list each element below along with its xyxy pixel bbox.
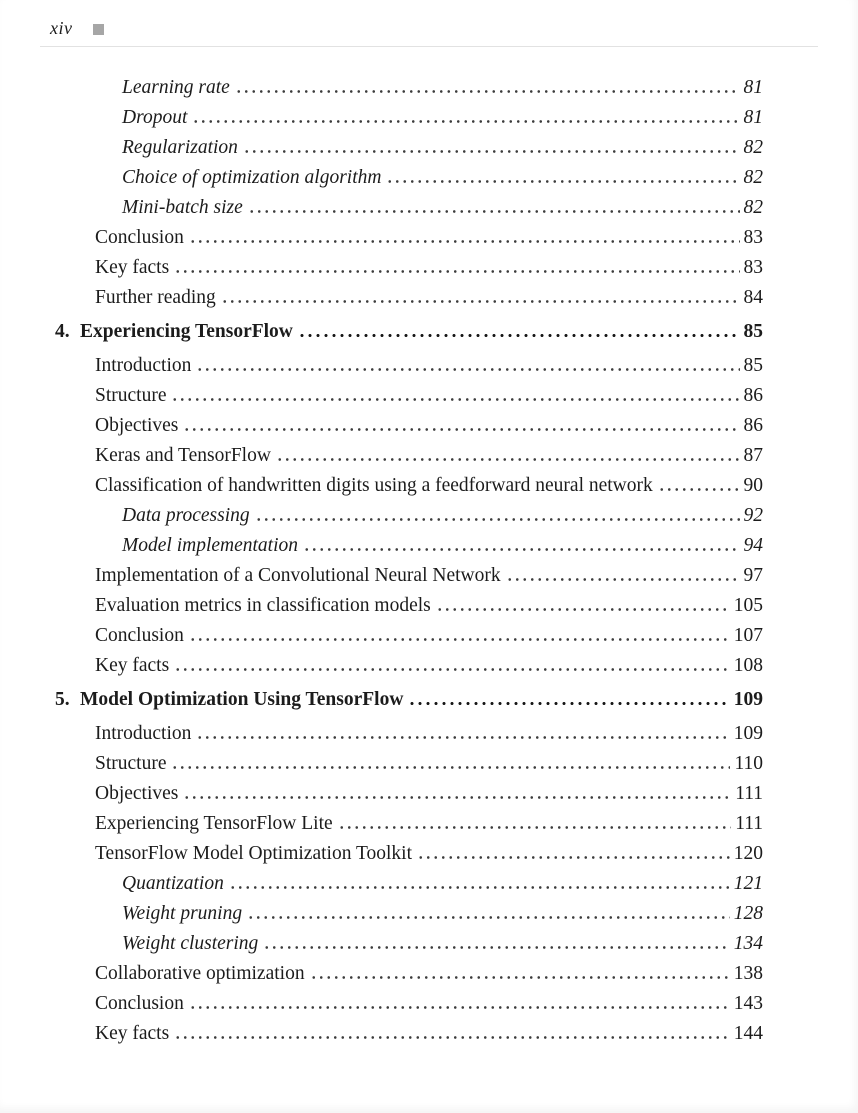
toc-entry: [95, 287, 763, 308]
toc-entry-page: 84: [743, 287, 763, 308]
dot-leader: [196, 736, 729, 739]
toc-entry-page: 111: [735, 813, 763, 834]
toc-entry: [95, 475, 763, 496]
dot-leader: [235, 90, 740, 93]
toc-entry-label: Introduction: [95, 355, 192, 376]
toc-entry: [95, 415, 763, 436]
toc-entry: [95, 227, 763, 248]
dot-leader: [248, 210, 740, 213]
dot-leader: [417, 856, 730, 859]
toc-list: [0, 47, 858, 1044]
dot-leader: [386, 180, 739, 183]
toc-entry-label: Choice of optimization algorithm: [122, 167, 382, 188]
toc-entry-page: 121: [733, 873, 763, 894]
toc-entry-label: Experiencing TensorFlow: [80, 321, 293, 342]
toc-entry: [122, 873, 763, 894]
toc-entry: [122, 505, 763, 526]
toc-entry-label: Weight clustering: [122, 933, 259, 954]
toc-entry-page: 82: [743, 167, 763, 188]
dot-leader: [298, 334, 740, 337]
toc-entry-page: 86: [743, 385, 763, 406]
dot-leader: [171, 398, 739, 401]
toc-entry-label: Regularization: [122, 137, 238, 158]
toc-entry-label: Classification of handwritten digits using a feedforward neural network: [95, 475, 653, 496]
toc-entry-label: Implementation of a Convolutional Neural Network: [95, 565, 501, 586]
toc-entry: [95, 783, 763, 804]
dot-leader: [506, 578, 740, 581]
dot-leader: [189, 638, 730, 641]
toc-entry-page: 87: [743, 445, 763, 466]
toc-entry-label: Quantization: [122, 873, 224, 894]
toc-entry: [95, 813, 763, 834]
dot-leader: [408, 702, 729, 705]
toc-entry-label: Objectives: [95, 415, 179, 436]
toc-entry: [95, 723, 763, 744]
toc-entry-label: Keras and TensorFlow: [95, 445, 271, 466]
toc-entry-label: Evaluation metrics in classification models: [95, 595, 431, 616]
toc-entry: [95, 565, 763, 586]
toc-entry-label: Conclusion: [95, 625, 184, 646]
toc-entry: [55, 689, 763, 710]
dot-leader: [183, 796, 731, 799]
toc-entry-label: Dropout: [122, 107, 188, 128]
toc-entry-label: Collaborative optimization: [95, 963, 305, 984]
toc-entry-page: 138: [733, 963, 763, 984]
toc-entry-page: 111: [735, 783, 763, 804]
toc-entry: [95, 385, 763, 406]
toc-entry-page: 109: [733, 689, 763, 710]
toc-entry: [122, 77, 763, 98]
dot-leader: [183, 428, 739, 431]
toc-entry-page: 81: [743, 107, 763, 128]
toc-entry: [95, 963, 763, 984]
dot-leader: [221, 300, 740, 303]
toc-entry-number: 4.: [55, 321, 70, 342]
toc-entry-label: Conclusion: [95, 993, 184, 1014]
dot-leader: [658, 488, 740, 491]
toc-entry-label: Key facts: [95, 655, 170, 676]
toc-entry-label: Introduction: [95, 723, 192, 744]
toc-entry-page: 134: [733, 933, 763, 954]
dot-leader: [436, 608, 730, 611]
toc-entry-page: 94: [743, 535, 763, 556]
toc-entry: [95, 753, 763, 774]
toc-entry-page: 143: [733, 993, 763, 1014]
toc-entry: [122, 933, 763, 954]
dot-leader: [276, 458, 740, 461]
toc-entry: [95, 993, 763, 1014]
folio-page-number: xiv: [50, 17, 73, 38]
toc-entry-label: Mini-batch size: [122, 197, 243, 218]
toc-entry-label: Structure: [95, 385, 167, 406]
toc-entry: [55, 321, 763, 342]
toc-entry-page: 120: [733, 843, 763, 864]
dot-leader: [263, 946, 729, 949]
toc-entry-label: Conclusion: [95, 227, 184, 248]
toc-entry: [95, 843, 763, 864]
toc-entry: [122, 107, 763, 128]
toc-entry-page: 85: [743, 321, 763, 342]
dot-leader: [189, 1006, 730, 1009]
toc-entry: [95, 355, 763, 376]
toc-entry: [122, 535, 763, 556]
toc-entry: [122, 197, 763, 218]
toc-entry: [95, 445, 763, 466]
toc-entry-page: 108: [733, 655, 763, 676]
toc-entry-label: Learning rate: [122, 77, 230, 98]
toc-entry-page: 128: [733, 903, 763, 924]
toc-entry-label: Model Optimization Using TensorFlow: [80, 689, 404, 710]
dot-leader: [243, 150, 740, 153]
toc-entry-page: 85: [743, 355, 763, 376]
toc-entry-label: TensorFlow Model Optimization Toolkit: [95, 843, 413, 864]
toc-entry-page: 144: [733, 1023, 763, 1044]
header-square-icon: [93, 24, 104, 35]
dot-leader: [310, 976, 730, 979]
toc-entry: [95, 595, 763, 616]
toc-entry-page: 109: [733, 723, 763, 744]
toc-entry-number: 5.: [55, 689, 70, 710]
toc-entry: [122, 903, 763, 924]
dot-leader: [174, 668, 730, 671]
dot-leader: [174, 270, 739, 273]
dot-leader: [174, 1036, 730, 1039]
toc-entry: [122, 137, 763, 158]
toc-entry-label: Model implementation: [122, 535, 299, 556]
toc-entry-page: 86: [743, 415, 763, 436]
page-header: [0, 0, 858, 40]
dot-leader: [255, 518, 740, 521]
toc-entry-label: Weight pruning: [122, 903, 243, 924]
toc-entry-page: 81: [743, 77, 763, 98]
toc-entry-page: 83: [743, 257, 763, 278]
toc-entry-label: Further reading: [95, 287, 216, 308]
toc-entry-label: Experiencing TensorFlow Lite: [95, 813, 333, 834]
toc-entry-page: 97: [743, 565, 763, 586]
dot-leader: [196, 368, 739, 371]
toc-entry-label: Structure: [95, 753, 167, 774]
toc-entry: [95, 257, 763, 278]
toc-entry-label: Data processing: [122, 505, 250, 526]
toc-entry-page: 110: [734, 753, 763, 774]
dot-leader: [338, 826, 732, 829]
toc-entry-page: 92: [743, 505, 763, 526]
toc-entry-page: 105: [733, 595, 763, 616]
toc-entry-page: 82: [743, 137, 763, 158]
toc-entry-label: Key facts: [95, 257, 170, 278]
toc-entry: [95, 655, 763, 676]
dot-leader: [189, 240, 740, 243]
toc-entry-page: 82: [743, 197, 763, 218]
toc-entry: [95, 625, 763, 646]
toc-entry-page: 107: [733, 625, 763, 646]
dot-leader: [192, 120, 739, 123]
toc-entry-page: 83: [743, 227, 763, 248]
toc-entry: [122, 167, 763, 188]
toc-entry-label: Objectives: [95, 783, 179, 804]
dot-leader: [171, 766, 730, 769]
toc-entry-label: Key facts: [95, 1023, 170, 1044]
dot-leader: [247, 916, 730, 919]
dot-leader: [229, 886, 730, 889]
dot-leader: [303, 548, 739, 551]
toc-entry-page: 90: [743, 475, 763, 496]
toc-entry: [95, 1023, 763, 1044]
